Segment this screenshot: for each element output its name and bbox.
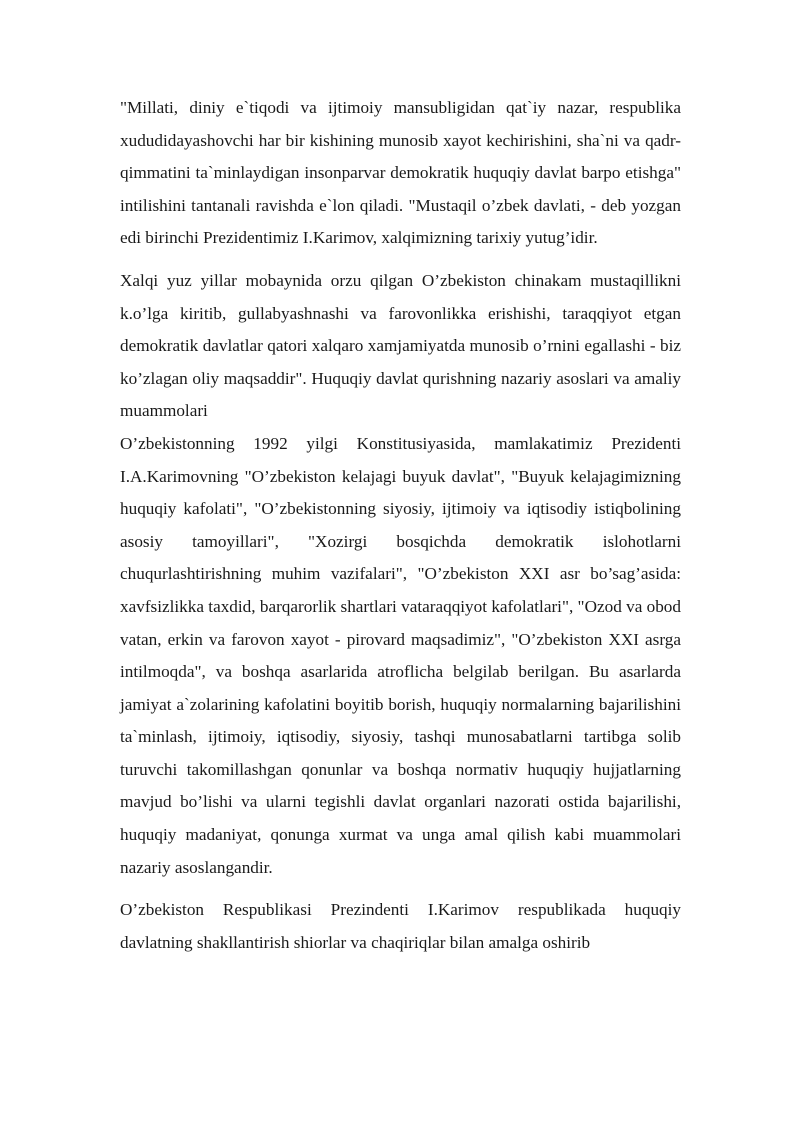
paragraph-2: Xalqi yuz yillar mobaynida orzu qilgan O’zbekiston chinakam mustaqillikni k.o’lga kiritib, gullabyashnashi va farovonlikka erishishi, taraqqiyot etgan demokratik davlatlar qatori xalqaro xamjamiyatda munosib o’rnini egallashi - biz ko’zlagan oliy maqsaddir". Huquqiy davlat qurishning nazariy asoslari va amaliy muammolari (120, 270, 681, 421)
paragraph-4: O’zbekiston Respublikasi Prezindenti I.Karimov respublikada huquqiy davlatning shakllantirish shiorlar va chaqiriqlar bilan amalga oshirib (120, 900, 681, 952)
paragraph-3: O’zbekistonning 1992 yilgi Konstitusiyasida, mamlakatimiz Prezidenti I.A.Karimovning "O’zbekiston kelajagi buyuk davlat", "Buyuk kelajagimizning huquqiy kafolati", "O’zbekistonning siyosiy, ijtimoiy va iqtisodiy istiqbolining asosiy tamoyillari", "Xozirgi bosqichda demokratik islohotlarni chuqurlashtirishning muhim vazifalari", "O’zbekiston XXI asr bo’sag’asida: xavfsizlikka taxdid, barqarorlik shartlari vataraqqiyot kafolatlari", "Ozod va obod vatan, erkin va farovon xayot - pirovard maqsadimiz", "O’zbekiston XXI asrga intilmoqda", va boshqa asarlarida atroflicha belgilab berilgan. Bu asarlarda jamiyat a`zolarining kafolatini boyitib borish, huquqiy normalarning bajarilishini ta`minlash, ijtimoiy, iqtisodiy, siyosiy, tashqi munosabatlarni tartibga solib turuvchi takomillashgan qonunlar va boshqa normativ huquqiy hujjatlarning mavjud bo’lishi va ularni tegishli davlat organlari nazorati ostida bajarilishi, huquqiy madaniyat, qonunga xurmat va unga amal qilish kabi muammolari nazariy asoslangandir. (120, 433, 681, 877)
document-body (120, 92, 681, 959)
paragraph-1: "Millati, diniy e`tiqodi va ijtimoiy mansubligidan qat`iy nazar, respublika xududidayashovchi har bir kishining munosib xayot kechirishini, sha`ni va qadr-qimmatini ta`minlaydigan insonparvar demokratik huquqiy davlat barpo etishga" intilishini tantanali ravishda e`lon qiladi. "Mustaqil o’zbek davlati, - deb yozgan edi birinchi Prezidentimiz I.Karimov, xalqimizning tarixiy yutug’idir. (120, 98, 681, 248)
